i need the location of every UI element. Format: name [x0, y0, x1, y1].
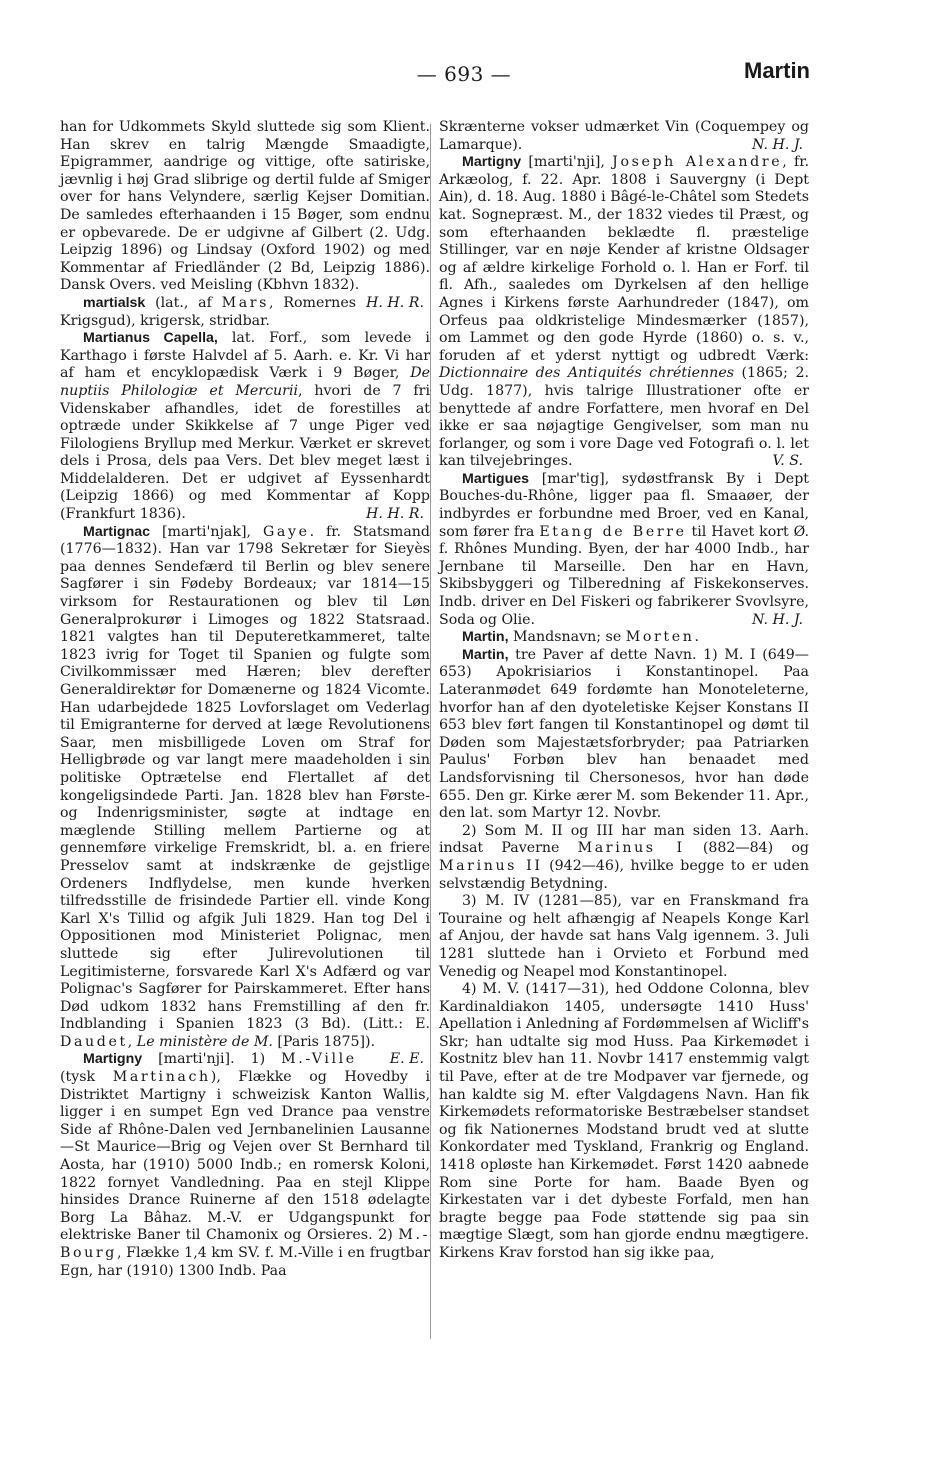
headword: martialsk: [83, 294, 146, 311]
entry-martin-popes-4: 4) M. V. (1417—31), hed Oddone Colonna, blev Kardinaldiakon 1405, undersøgte 1410 Huss' Apellation i Anledning af Fordømmelsen af Wicliff's Skr; han udtalte sig mod Huss. Paa Kirkemødet i Kostnitz blev han 11. Novbr 1417 enstemmig valgt til Pave, efter at de tre Modpaver var fjernede, og han kaldte sig M. efter Valgdagens Navn. Han fik Kirkemødets reformatoriske Bestræbelser standset og fik Nationernes Modstand brudt ved at slutte Konkordater med Tyskland, Frankrig og England. 1418 opløste han Kirkemødet. Først 1420 aabnede Rom sine Porte for ham. Baade Byen og Kirkestaten var i det dybeste Forfald, men han bragte begge paa Fode støttende sig paa sin mægtige Slægt, som han gjorde endnu mægtigere. Kirkens Krav forstod han sig ikke paa,: [439, 981, 809, 1261]
entry-martigny-joseph: Martigny [marti'nji], Joseph Alexandre, fr. Arkæolog, f. 22. Apr. 1808 i Sauvergny (i Dept Ain), d. 18. Aug. 1880 i Bâgé-le-Châtel som Stedets kat. Sognepræst. M., der 1832 viedes til Præst, og som efterhaanden beklædte fl. præstelige Stillinger, var en nøje Kender af kristne Oldsager og af ældre kirkelige Forhold o. l. Han er Forf. til fl. Afh., saaledes om Dyrkelsen af den hellige Agnes i Kirkens første Aarhundreder (1847), om Orfeus paa oldkristelige Mindesmærker (1857), om Lammet og den gode Hyrde (1860) o. s. v., foruden af et yderst nyttigt og udbredt Værk: Dictionnaire des Antiquités chrétiennes (1865; 2. Udg. 1877), hvis talrige Illustrationer ofte er benyttede af andre Forfattere, men hvoraf en Del ikke er saa nøjagtige Gengivelser, som man nu forlanger, og som i vore Dage ved Fotografi o. l. let kan tilvejebringes. V. S.: [439, 154, 809, 470]
right-column: [439, 119, 809, 1263]
author-signature: H. H. R.: [366, 294, 424, 311]
headword: Martin,: [462, 629, 509, 646]
entry-martigues: Martigues [mar'tig], sydøstfransk By i Dept Bouches-du-Rhône, ligger paa fl. Smaaøer, der indbyrdes er forbundne med Broer, ved en Kanal, som fører fra Etang de Berre til Havet kort Ø. f. Rhônes Munding. Byen, der har 4000 Indb., har Jernbane til Marseille. Den har en Havn, Skibsbyggeri og Tilberedning af Fiskekonserves. Indb. driver en Del Fiskeri og fabrikerer Svovlsyre, Soda og Olie. N. H. J.: [439, 470, 809, 628]
column-divider: [430, 124, 431, 1339]
entry-martignac: Martignac [marti'njak], Gaye. fr. Statsmand (1776—1832). Han var 1798 Sekretær for Sieyès paa dennes Sendefærd til Berlin og blev senere Sagfører i sin Fødeby Bordeaux; var 1814—15 virksom for Restaurationen og blev til Løn Generalprokurør i Limoges og 1822 Statsraad. 1821 valgtes han til Deputeretkammeret, talte 1823 ivrig for Toget til Spanien og fulgte som Civilkommissær med Hæren; blev derefter Generaldirektør for Domænerne og 1824 Vicomte. Han udarbejdede 1825 Lovforslaget om Vederlag til Emigranterne for derved at læge Revolutionens Saar, men misbilligede Loven om Straf for Helligbrøde og var langt mere maadeholden i sin politiske Optrætelse end Flertallet af det kongeligsindede Parti. Jan. 1828 blev han Første- og Indenrigsminister, søgte at indtage en mæglende Stilling mellem Partierne og at gennemføre virkelige Fremskridt, bl. a. en friere Presselov samt at indskrænke de gejstlige Ordeners Indflydelse, men kunde hverken tilfredsstille de frisindede Partier ell. vinde Kong Karl X's Tillid og afgik Juli 1829. Han tog Del i Oppositionen mod Ministeriet Polignac, men sluttede sig efter Julirevolutionen til Legitimisterne, forsvarede Karl X's Adfærd og var Polignac's Sagfører for Pairskammeret. Efter hans Død udkom 1832 hans Fremstilling af den fr. Indblanding i Spanien 1823 (3 Bd). (Litt.: E. Daudet, Le ministère de M. [Paris 1875]). E. E.: [60, 523, 430, 1068]
entry-martin-name: Martin, Mandsnavn; se Morten.: [462, 629, 699, 646]
author-signature: N. H. J.: [751, 611, 803, 628]
entry-martigny-place-continuation: Skrænterne vokser udmærket Vin (Coquempey og Lamarque). N. H. J.: [439, 119, 809, 153]
entry-martianus-capella: Martianus Capella, lat. Forf., som levede i Karthago i første Halvdel af 5. Aarh. e. Kr. Vi har af ham et encyklopædisk Værk i 9 Bøger, De nuptiis Philologiæ et Mercurii, hvori de 7 fri Videnskaber afhandles, idet de forestilles at optræde under Skikkelse af 7 unge Piger ved Filologiens Bryllup med Merkur. Værket er skrevet dels i Prosa, dels paa Vers. Det blev meget læst i Middelalderen. Det er udgivet af Eyssenhardt (Leipzig 1866) og med Kommentar af Kopp (Frankfurt 1836). H. H. R.: [60, 330, 430, 523]
entry-martialsk: martialsk (lat., af Mars, Romernes Krigsgud), krigersk, stridbar.: [60, 294, 356, 329]
author-signature: N. H. J.: [751, 136, 803, 153]
author-signature: E. E.: [389, 1051, 424, 1068]
running-head: Martin: [744, 58, 810, 83]
author-signature: H. H. R.: [366, 506, 424, 523]
headword: Martigny: [462, 154, 522, 171]
entry-martin-popes-3: 3) M. IV (1281—85), var en Franskmand fra Touraine og helt afhængig af Neapels Konge Karl af Anjou, der havde sat hans Valg igennem. 3. Juli 1281 sluttede han i Orvieto et Forbund med Venedig og Neapel mod Konstantinopel.: [439, 893, 809, 980]
entry-martin-popes: Martin, tre Paver af dette Navn. 1) M. I (649—653) Apokrisiarios i Konstantinopel. Paa Lateranmødet 649 fordømte han Monoteleterne, hvorfor han af den dyoteletiske Kejser Konstans II 653 blev ført fangen til Konstantinopel og dømt til Døden som Majestætsforbryder; paa Patriarken Paulus' Forbøn blev han benaadet med Landsforvisning til Chersonesos, hvor han døde 655. Den gr. Kirke ærer M. som Bekender 11. Apr., den lat. som Martyr 12. Novbr.: [439, 646, 809, 822]
entry-martial-continuation: han for Udkommets Skyld sluttede sig som Klient. Han skrev en talrig Mængde Smaadigte, Epigrammer, aandrige og vittige, ofte satiriske, jævnlig i høj Grad slibrige og dertil fulde af Smiger over for hans Velyndere, særlig Kejser Domitian. De samledes efterhaanden i 15 Bøger, som endnu er opbevarede. De er udgivne af Gilbert (2. Udg. Leipzig 1896) og Lindsay (Oxford 1902) og med Kommentar af Friedländer (2 Bd, Leipzig 1886). Dansk Overs. ved Meisling (Kbhvn 1832). H. H. R.: [60, 119, 430, 311]
page-number: — 693 —: [416, 62, 512, 86]
author-signature: V. S.: [772, 453, 803, 470]
entry-martigny-place: Martigny [marti'nji]. 1) M.-Ville (tysk Martinach), Flække og Hovedby i Distriktet Martigny i schweizisk Kanton Wallis, ligger i en sumpet Egn ved Drance paa venstre Side af Rhône-Dalen ved Jernbanelinien Lausanne—St Maurice—Brig og Vejen over St Bernhard til Aosta, har (1910) 5000 Indb.; en romersk Koloni, 1822 fornyet Vandledning. Paa en stejl Klippe hinsides Drance Ruinerne af den 1518 ødelagte Borg La Bâhaz. M.-V. er Udgangspunkt for elektriske Baner til Chamonix og Orsieres. 2) M.-Bourg, Flække 1,4 km SV. f. M.-Ville i en frugtbar Egn, har (1910) 1300 Indb. Paa: [60, 1051, 431, 1279]
headword: Martigues: [462, 470, 530, 487]
headword: Martigny: [83, 1051, 143, 1068]
headword: Martianus Capella,: [83, 330, 218, 347]
headword: Martignac: [83, 523, 151, 540]
headword: Martin,: [462, 646, 509, 663]
left-column: [60, 119, 430, 1280]
entry-martin-popes-2: 2) Som M. II og III har man siden 13. Aarh. indsat Paverne Marinus I (882—84) og Marinus II (942—46), hvilke begge to er uden selvstændig Betydning.: [439, 822, 809, 892]
